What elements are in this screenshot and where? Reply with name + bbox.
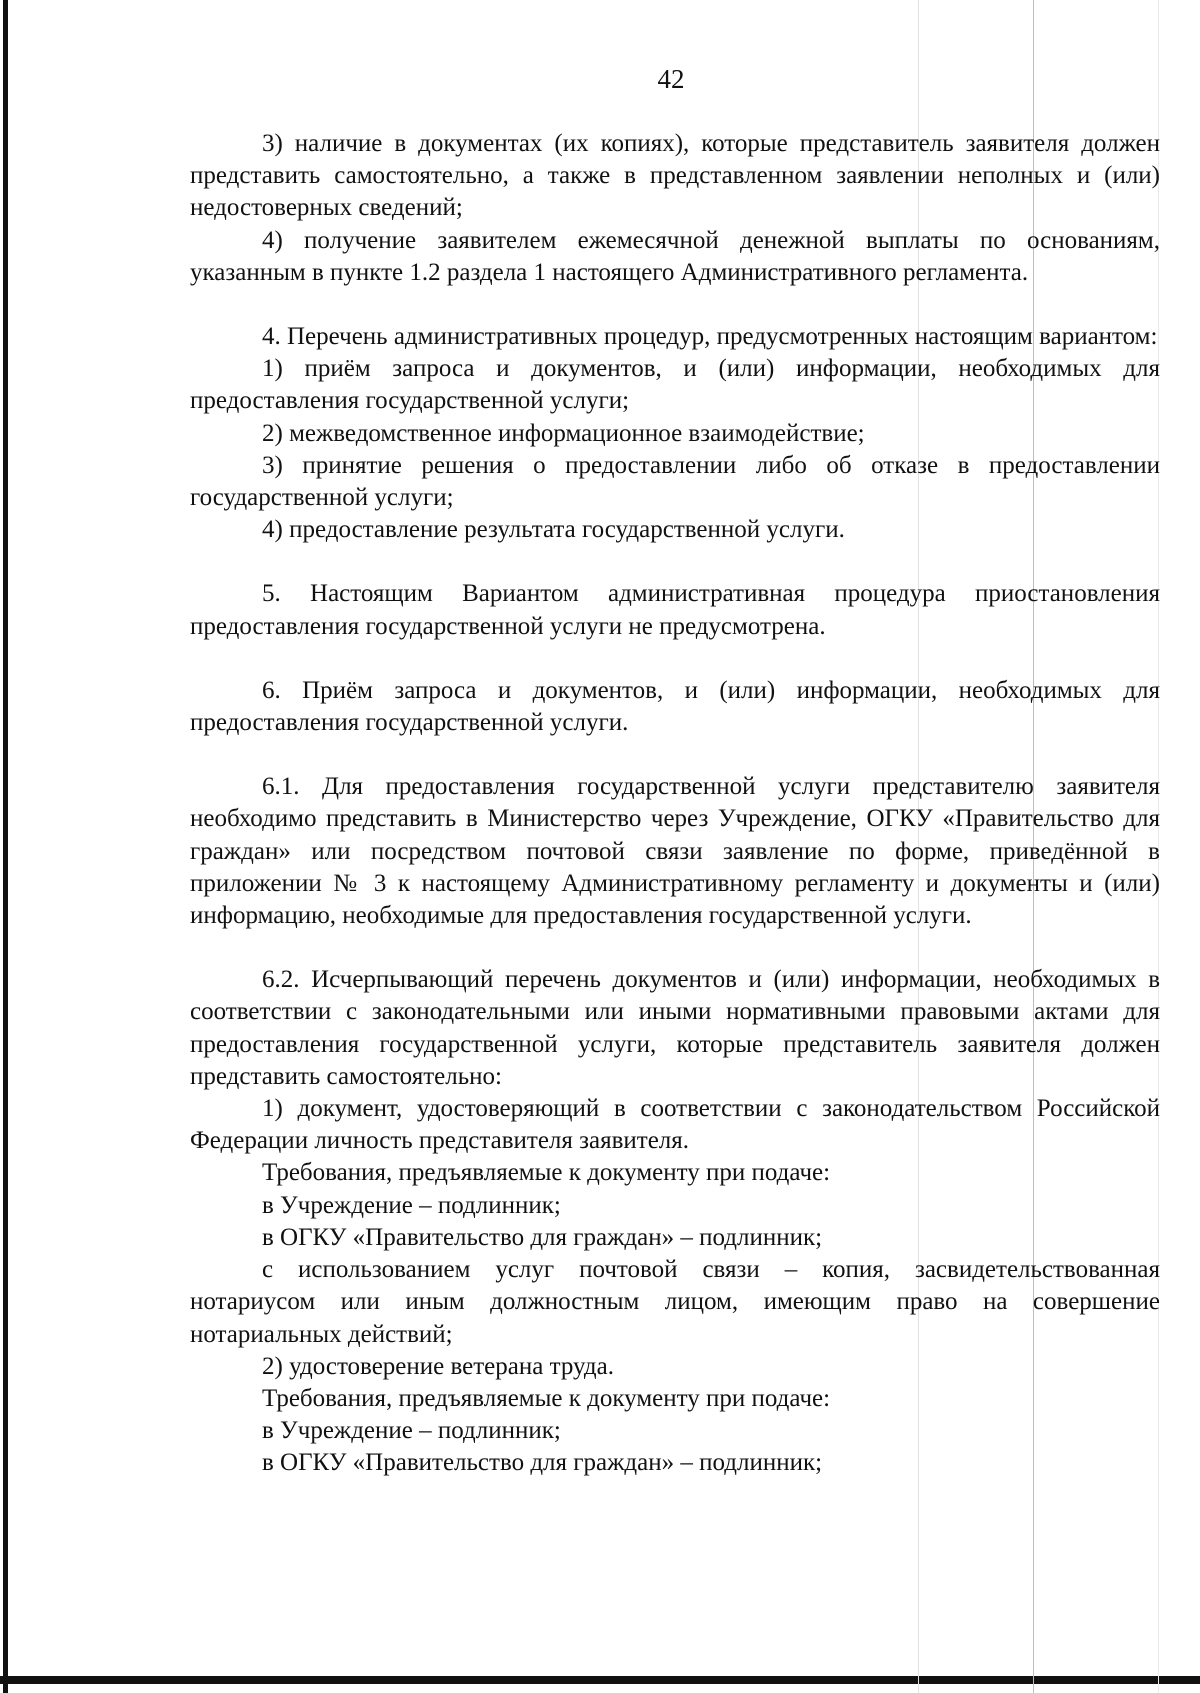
document-body — [190, 128, 1160, 1480]
scan-bottom-edge — [0, 1676, 1200, 1684]
paragraph-item-4-payment-received: 4) получение заявителем ежемесячной денежной выплаты по основаниям, указанным в пункте 1.2 раздела 1 настоящего Административного регламента. — [190, 226, 1160, 286]
paragraph-procedure-2: 2) межведомственное информационное взаимодействие; — [262, 419, 865, 447]
paragraph-requirements-heading: Требования, предъявляемые к документу при подаче: — [262, 1384, 831, 1412]
paragraph-item-3-incomplete-data: 3) наличие в документах (их копиях), которые представитель заявителя должен представить самостоятельно, а также в представленном заявлении неполных и (или) недостоверных сведений; — [190, 130, 1160, 222]
paragraph-requirement-postal: с использованием услуг почтовой связи – копия, засвидетельствованная нотариусом или иным должностным лицом, имеющим право на совершение нотариальных действий; — [190, 1256, 1160, 1348]
section-gap — [190, 289, 1160, 321]
paragraph-section-6-intake: 6. Приём запроса и документов, и (или) информации, необходимых для предоставления государственной услуги. — [190, 676, 1160, 737]
paragraph-requirement-ogku: в ОГКУ «Правительство для граждан» – подлинник; — [262, 1223, 823, 1251]
paragraph-section-4-procedures: 4. Перечень административных процедур, предусмотренных настоящим вариантом: — [262, 323, 1158, 351]
section-gap — [190, 643, 1160, 675]
paragraph-procedure-4: 4) предоставление результата государственной услуги. — [262, 516, 845, 544]
section-gap — [190, 932, 1160, 964]
paragraph-procedure-3: 3) принятие решения о предоставлении либо об отказе в предоставлении государственной услуги; — [190, 451, 1160, 512]
scan-left-edge — [3, 0, 8, 1693]
paragraph-section-6-2: 6.2. Исчерпывающий перечень документов и (или) информации, необходимых в соответствии с законодательными или иными нормативными правовыми актами для предоставления государственной услуги, которые представитель заявителя должен представить самостоятельно: — [190, 966, 1160, 1090]
section-gap — [190, 546, 1160, 578]
paragraph-document-2: 2) удостоверение ветерана труда. — [262, 1352, 614, 1380]
paragraph-procedure-1: 1) приём запроса и документов, и (или) информации, необходимых для предоставления государственной услуги; — [190, 355, 1160, 415]
section-gap — [190, 739, 1160, 771]
paragraph-requirement-institution: в Учреждение – подлинник; — [262, 1191, 561, 1219]
paragraph-requirement-ogku: в ОГКУ «Правительство для граждан» – подлинник; — [262, 1449, 823, 1477]
page-number: 42 — [657, 64, 685, 94]
paragraph-requirement-institution: в Учреждение – подлинник; — [262, 1417, 561, 1445]
paragraph-section-6-1: 6.1. Для предоставления государственной услуги представителю заявителя необходимо представить в Министерство через Учреждение, ОГКУ «Правительство для граждан» или посредством почтовой связи заявление по форме, приведённой в приложении № 3 к настоящему Административному регламенту и документы и (или) информацию, необходимые для предоставления государственной услуги. — [190, 773, 1160, 930]
paragraph-document-1: 1) документ, удостоверяющий в соответствии с законодательством Российской Федерации личность представителя заявителя. — [190, 1095, 1160, 1155]
paragraph-requirements-heading: Требования, предъявляемые к документу при подаче: — [262, 1159, 831, 1187]
paragraph-section-5-suspension: 5. Настоящим Вариантом административная процедура приостановления предоставления государственной услуги не предусмотрена. — [190, 580, 1160, 640]
